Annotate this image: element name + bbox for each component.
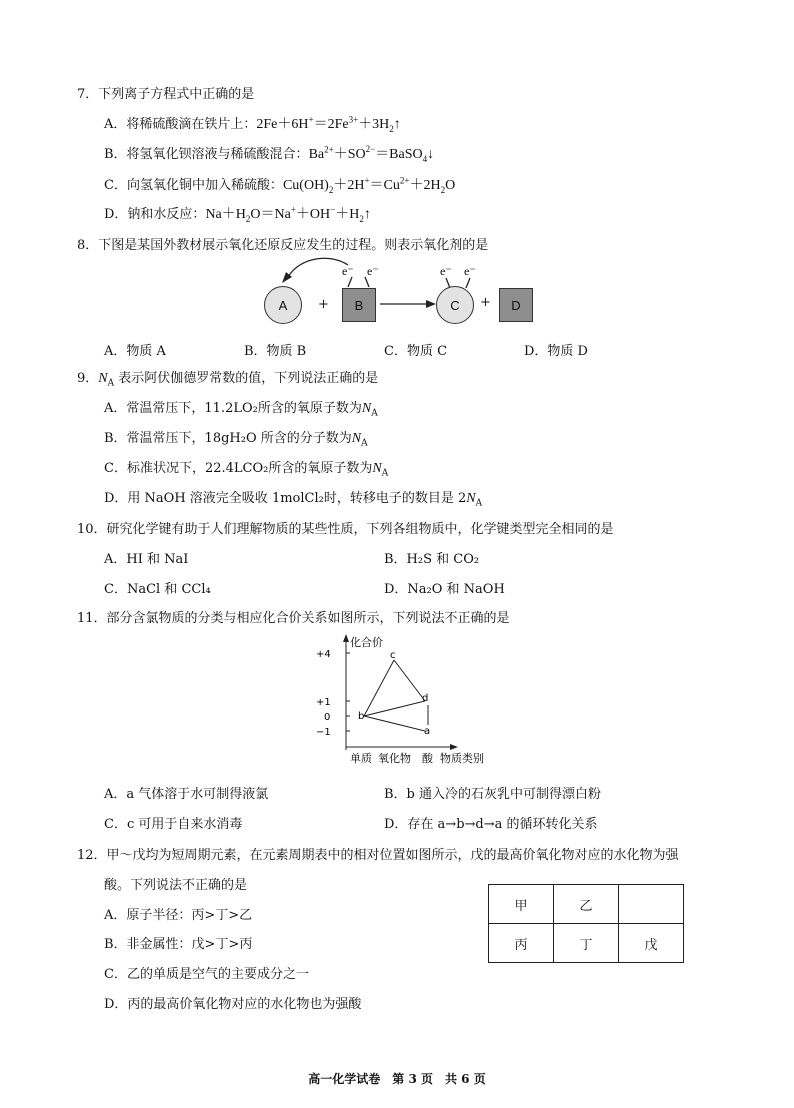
q10-option-a: A．HI 和 NaI	[104, 552, 189, 567]
q7-option-b-label: B．将氢氧化钡溶液与稀硫酸混合：	[104, 147, 309, 162]
q11-option-c: C．c 可用于自来水消毒	[104, 817, 243, 832]
q12-option-b: B．非金属性：戊>丁>丙	[104, 937, 253, 952]
q11-option-d: D．存在 a→b→d→a 的循环转化关系	[384, 817, 598, 832]
xtick-acid: 酸	[422, 752, 433, 765]
q11-option-b: B．b 通入冷的石灰乳中可制得漂白粉	[384, 787, 602, 802]
q7-option-a: A．将稀硫酸滴在铁片上：$2Fe+6H^+=2Fe^{3+}+3H_2↑$	[104, 114, 401, 134]
cell-yi: 乙	[554, 885, 619, 924]
electron-label-c2: e⁻	[464, 264, 476, 278]
q12-option-c: C．乙的单质是空气的主要成分之一	[104, 967, 309, 982]
page-footer: 高一化学试卷 第 3 页 共 6 页	[308, 1072, 486, 1086]
point-d-label: d	[422, 693, 429, 704]
q9-stem: 9．$N_A$ 表示阿伏伽德罗常数的值，下列说法正确的是	[77, 371, 379, 389]
cell-jia: 甲	[489, 885, 554, 924]
q9-option-c: C．标准状况下，22.4LCO₂所含的氧原子数为$N_A$	[104, 461, 389, 479]
q7-stem: 7．下列离子方程式中正确的是	[77, 87, 255, 102]
cell-empty	[619, 885, 684, 924]
cell-ding: 丁	[554, 924, 619, 963]
electron-label-b1: e⁻	[342, 264, 354, 278]
xtick-element: 单质	[350, 752, 372, 765]
ytick-plus1: +1	[316, 697, 331, 708]
q8-option-a: A．物质 A	[104, 344, 166, 359]
arrow-curve	[270, 255, 380, 290]
q7-option-b: B．将氢氧化钡溶液与稀硫酸混合：$Ba^{2+}+SO_{2-}=BaSO_4↓$	[104, 143, 435, 164]
substance-a-circle: A	[264, 286, 302, 324]
q7-option-c: C．向氢氧化铜中加入稀硫酸：$Cu(OH)_2+2H^+=Cu^{2+}+2H_2O$	[104, 175, 456, 195]
table-row	[489, 885, 684, 924]
q10-option-c: C．NaCl 和 CCl₄	[104, 582, 211, 597]
q9-stem-text: 表示阿伏伽德罗常数的值，下列说法正确的是	[118, 371, 379, 386]
q9-option-c-text: C．标准状况下，22.4LCO₂所含的氧原子数为	[104, 461, 373, 476]
periodic-table-fragment	[488, 884, 684, 963]
q7-option-c-label: C．向氢氧化铜中加入稀硫酸：	[104, 178, 283, 193]
q11-option-a: A．a 气体溶于水可制得液氯	[104, 787, 269, 802]
valence-chart	[300, 632, 500, 767]
q9-option-a-text: A．常温常压下，11.2LO₂所含的氧原子数为	[104, 401, 362, 416]
q12-option-d: D．丙的最高价氧化物对应的水化物也为强酸	[104, 997, 362, 1012]
plus-sign-1: +	[318, 297, 329, 312]
q8-stem: 8．下图是某国外教材展示氧化还原反应发生的过程。则表示氧化剂的是	[77, 238, 489, 253]
substance-b-square: B	[342, 288, 376, 322]
q8-option-d: D．物质 D	[524, 344, 588, 359]
q10-stem: 10．研究化学键有助于人们理解物质的某些性质，下列各组物质中，化学键类型完全相同的是	[77, 522, 614, 537]
q9-option-d-text: D．用 NaOH 溶液完全吸收 1molCl₂时，转移电子的数目是 2	[104, 491, 467, 506]
q7-option-d-label: D．钠和水反应：	[104, 207, 206, 222]
q10-option-d: D．Na₂O 和 NaOH	[384, 582, 505, 597]
q8-option-c: C．物质 C	[384, 344, 448, 359]
y-axis-label: 化合价	[350, 636, 383, 649]
substance-d-square: D	[499, 288, 533, 322]
q11-stem: 11．部分含氯物质的分类与相应化合价关系如图所示，下列说法不正确的是	[77, 611, 510, 626]
reaction-arrow	[378, 298, 438, 310]
cell-bing: 丙	[489, 924, 554, 963]
q12-stem-line2: 酸。下列说法不正确的是	[104, 878, 248, 893]
q12-option-a: A．原子半径：丙>丁>乙	[104, 908, 253, 923]
ytick-zero: 0	[324, 712, 331, 723]
ytick-minus1: −1	[316, 727, 331, 738]
electron-label-c1: e⁻	[440, 264, 452, 278]
table-row	[489, 924, 684, 963]
q9-option-b: B．常温常压下，18gH₂O 所含的分子数为$N_A$	[104, 431, 368, 449]
xtick-oxide: 氧化物	[378, 752, 411, 765]
point-a-label: a	[424, 726, 431, 737]
q9-option-a: A．常温常压下，11.2LO₂所含的氧原子数为$N_A$	[104, 401, 378, 419]
cell-wu: 戊	[619, 924, 684, 963]
x-axis-label: 物质类别	[440, 752, 484, 765]
q8-option-b: B．物质 B	[244, 344, 307, 359]
q9-option-d: D．用 NaOH 溶液完全吸收 1molCl₂时，转移电子的数目是 $2N_A$	[104, 491, 483, 509]
point-c-label: c	[390, 650, 396, 661]
q7-option-d: D．钠和水反应：$Na+H_2O=Na^++OH^-+H_2↑$	[104, 204, 371, 224]
electron-label-b2: e⁻	[367, 264, 379, 278]
plus-sign-2: +	[480, 295, 491, 310]
q10-option-b: B．H₂S 和 CO₂	[384, 552, 480, 567]
q7-option-a-label: A．将稀硫酸滴在铁片上：	[104, 117, 257, 132]
ytick-plus4: +4	[316, 649, 331, 660]
q9-option-b-text: B．常温常压下，18gH₂O 所含的分子数为	[104, 431, 352, 446]
point-b-label: b	[358, 711, 365, 722]
substance-c-circle: C	[436, 286, 474, 324]
q12-stem-line1: 12．甲～戊均为短周期元素，在元素周期表中的相对位置如图所示，戊的最高价氧化物对应的水化物为强	[77, 848, 679, 863]
